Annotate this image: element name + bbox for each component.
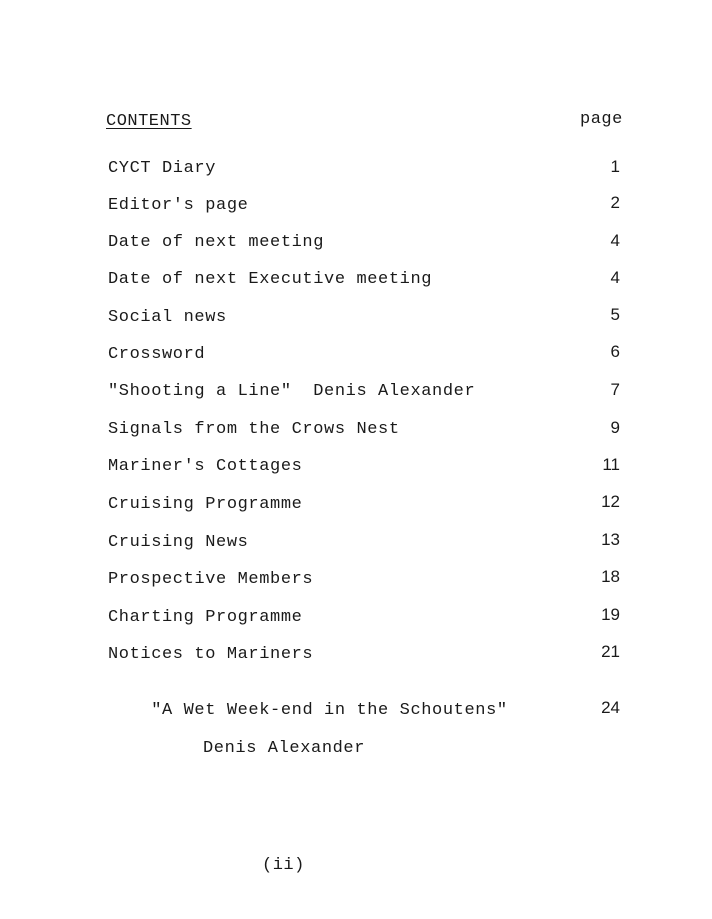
entry-title-charting-programme: Charting Programme xyxy=(108,608,303,627)
entry-page-number: 5 xyxy=(610,305,620,324)
entry-page-number: 13 xyxy=(601,530,620,549)
entry-title-crossword: Crossword xyxy=(108,345,206,364)
entry-page-number: 2 xyxy=(610,193,620,212)
entry-title-signals: Signals from the Crows Nest xyxy=(108,420,400,439)
entry-page-number: 21 xyxy=(601,642,620,661)
entry-title-cruising-news: Cruising News xyxy=(108,533,249,552)
entry-page-number: 19 xyxy=(601,605,620,624)
entry-page-number: 11 xyxy=(602,455,620,474)
entry-title-mariners-cottages: Mariner's Cottages xyxy=(108,457,303,476)
entry-title-notices-to-mariners: Notices to Mariners xyxy=(108,645,314,664)
entry-title-cruising-programme: Cruising Programme xyxy=(108,495,303,514)
entry-page-number: 4 xyxy=(610,268,620,287)
entry-title-social-news: Social news xyxy=(108,308,227,327)
entry-title-wet-weekend xyxy=(108,682,508,796)
entry-title-prospective-members: Prospective Members xyxy=(108,570,314,589)
entry-title-editors-page: Editor's page xyxy=(108,196,249,215)
page-column-label: page xyxy=(580,110,623,129)
page-footer-number: (ii) xyxy=(262,856,305,875)
entry-page-number: 9 xyxy=(610,418,620,437)
entry-page-number: 4 xyxy=(610,231,620,250)
entry-page-number: 7 xyxy=(610,380,620,399)
entry-title-cyct-diary: CYCT Diary xyxy=(108,159,217,178)
contents-heading: CONTENTS xyxy=(106,112,192,131)
entry-title-next-meeting: Date of next meeting xyxy=(108,233,325,252)
entry-page-number: 24 xyxy=(601,698,620,717)
entry-page-number: 12 xyxy=(601,492,620,511)
entry-page-number: 6 xyxy=(610,342,620,361)
entry-page-number: 1 xyxy=(610,157,620,176)
entry-author: Denis Alexander xyxy=(203,739,366,758)
entry-title-next-executive-meeting: Date of next Executive meeting xyxy=(108,270,433,289)
entry-page-number: 18 xyxy=(601,567,620,586)
entry-title-text: "A Wet Week-end in the Schoutens" xyxy=(151,701,508,720)
entry-title-shooting-a-line: "Shooting a Line" Denis Alexander xyxy=(108,382,476,401)
